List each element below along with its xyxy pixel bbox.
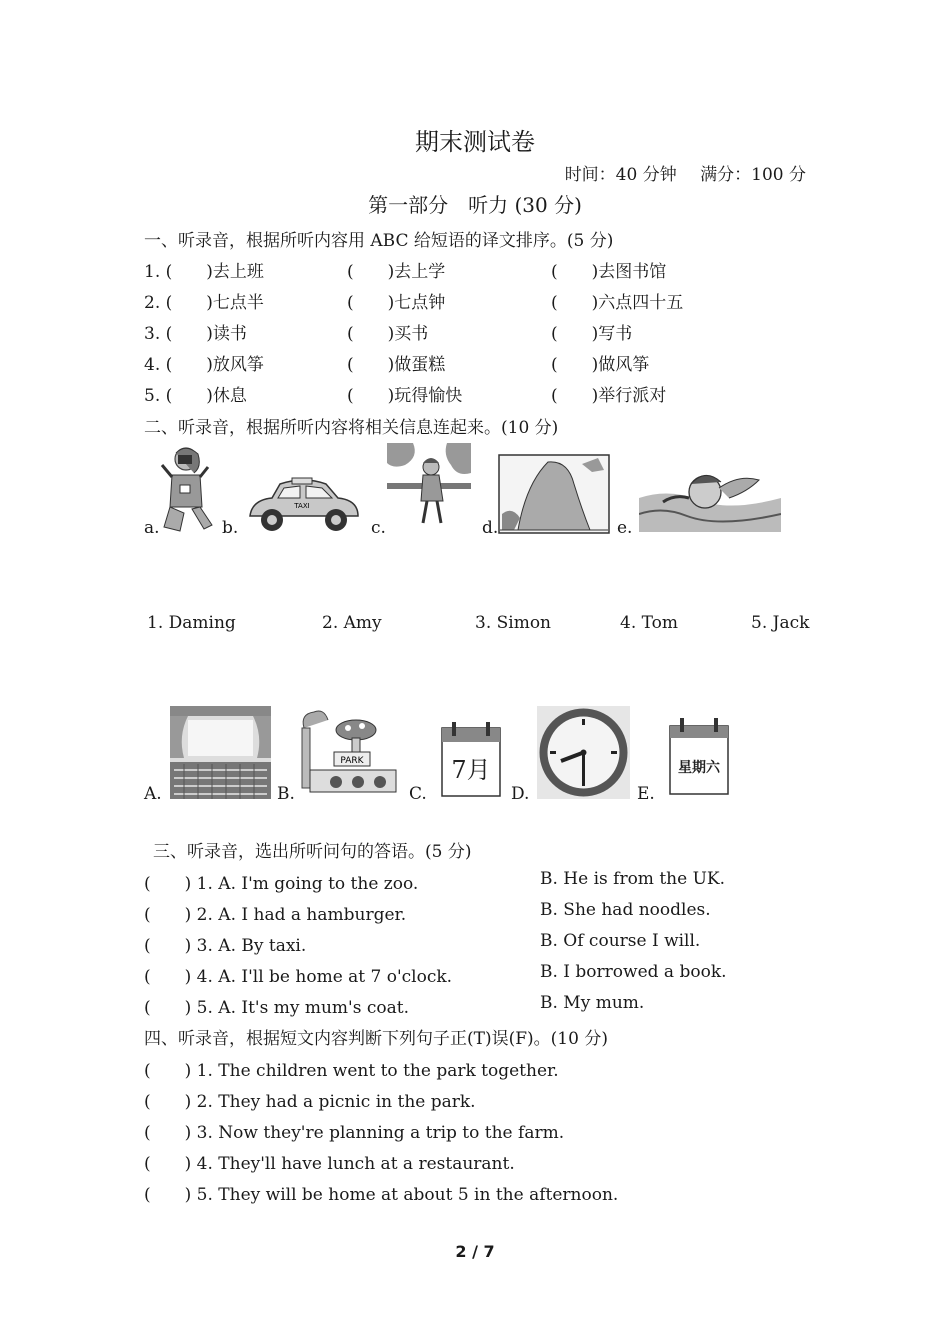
name-4: 4. Tom	[620, 613, 678, 633]
park-text: PARK	[340, 756, 364, 766]
swimming-boy-image	[639, 458, 781, 532]
section2-heading: 二、听录音，根据所听内容将相关信息连起来。(10 分)	[144, 418, 559, 438]
park-image	[300, 708, 400, 798]
label-b: b.	[222, 518, 239, 538]
s3-q2-a: ( ) 2. A. I had a hamburger.	[144, 905, 407, 925]
s1-q2-a: 2. ( )七点半	[144, 293, 264, 313]
s4-q1: ( ) 1. The children went to the park together.	[144, 1061, 559, 1081]
s1-q5-a: 5. ( )休息	[144, 386, 247, 406]
s1-q3-b: ( )买书	[347, 324, 429, 344]
theater-image	[170, 706, 271, 799]
label-D: D.	[511, 784, 530, 804]
name-5: 5. Jack	[751, 613, 810, 633]
exam-meta	[547, 160, 806, 185]
section1-heading: 一、听录音，根据所听内容用 ABC 给短语的译文排序。(5 分)	[144, 231, 614, 251]
clock-image	[537, 706, 630, 799]
s1-q3-c: ( )写书	[551, 324, 633, 344]
kneeling-girl-camera-image	[158, 445, 216, 535]
label-d: d.	[482, 518, 499, 538]
label-A: A.	[144, 784, 162, 804]
s3-q1-a: ( ) 1. A. I'm going to the zoo.	[144, 874, 419, 894]
name-2: 2. Amy	[322, 613, 382, 633]
calendar-day-text: 星期六	[678, 760, 720, 776]
section3-heading: 三、听录音，选出所听问句的答语。(5 分)	[153, 842, 472, 862]
s3-q5-b: B. My mum.	[540, 993, 645, 1013]
s3-q2-b: B. She had noodles.	[540, 900, 711, 920]
s1-q1-b: ( )去上学	[347, 262, 446, 282]
s4-q4: ( ) 4. They'll have lunch at a restaurant.	[144, 1154, 515, 1174]
s1-q4-b: ( )做蛋糕	[347, 355, 446, 375]
s4-q5: ( ) 5. They will be home at about 5 in the afternoon.	[144, 1185, 619, 1205]
full-score: 满分：100 分	[700, 165, 806, 185]
s3-q1-b: B. He is from the UK.	[540, 869, 726, 889]
calendar-month-image	[440, 718, 502, 798]
name-3: 3. Simon	[475, 613, 552, 633]
label-E: E.	[637, 784, 655, 804]
label-e: e.	[617, 518, 633, 538]
calendar-month-text: 7月	[451, 756, 491, 784]
label-B: B.	[277, 784, 295, 804]
s4-q3: ( ) 3. Now they're planning a trip to the farm.	[144, 1123, 565, 1143]
label-a: a.	[144, 518, 160, 538]
s3-q3-a: ( ) 3. A. By taxi.	[144, 936, 307, 956]
taxi-image	[246, 476, 362, 534]
section4-heading: 四、听录音，根据短文内容判断下列句子正(T)误(F)。(10 分)	[144, 1029, 608, 1049]
name-1: 1. Daming	[147, 613, 236, 633]
s3-q5-a: ( ) 5. A. It's my mum's coat.	[144, 998, 409, 1018]
s1-q5-b: ( )玩得愉快	[347, 386, 463, 406]
page-title: 期末测试卷	[415, 128, 535, 156]
time-limit: 时间：40 分钟	[564, 165, 677, 185]
label-c: c.	[371, 518, 386, 538]
s3-q4-a: ( ) 4. A. I'll be home at 7 o'clock.	[144, 967, 453, 987]
calendar-saturday-image	[668, 716, 730, 796]
s1-q2-c: ( )六点四十五	[551, 293, 684, 313]
s1-q1-a: 1. ( )去上班	[144, 262, 264, 282]
s1-q3-a: 3. ( )读书	[144, 324, 247, 344]
page-number: 2 / 7	[455, 1242, 495, 1261]
rock-mountain-image	[498, 454, 610, 534]
girl-walking-tree-image	[387, 443, 471, 527]
s1-q2-b: ( )七点钟	[347, 293, 446, 313]
s3-q3-b: B. Of course I will.	[540, 931, 701, 951]
s1-q1-c: ( )去图书馆	[551, 262, 667, 282]
s4-q2: ( ) 2. They had a picnic in the park.	[144, 1092, 476, 1112]
s1-q4-a: 4. ( )放风筝	[144, 355, 264, 375]
s3-q4-b: B. I borrowed a book.	[540, 962, 727, 982]
s1-q4-c: ( )做风筝	[551, 355, 650, 375]
label-C: C.	[409, 784, 427, 804]
s1-q5-c: ( )举行派对	[551, 386, 667, 406]
taxi-text: TAXI	[294, 502, 310, 510]
part-heading: 第一部分 听力 (30 分)	[368, 193, 582, 217]
